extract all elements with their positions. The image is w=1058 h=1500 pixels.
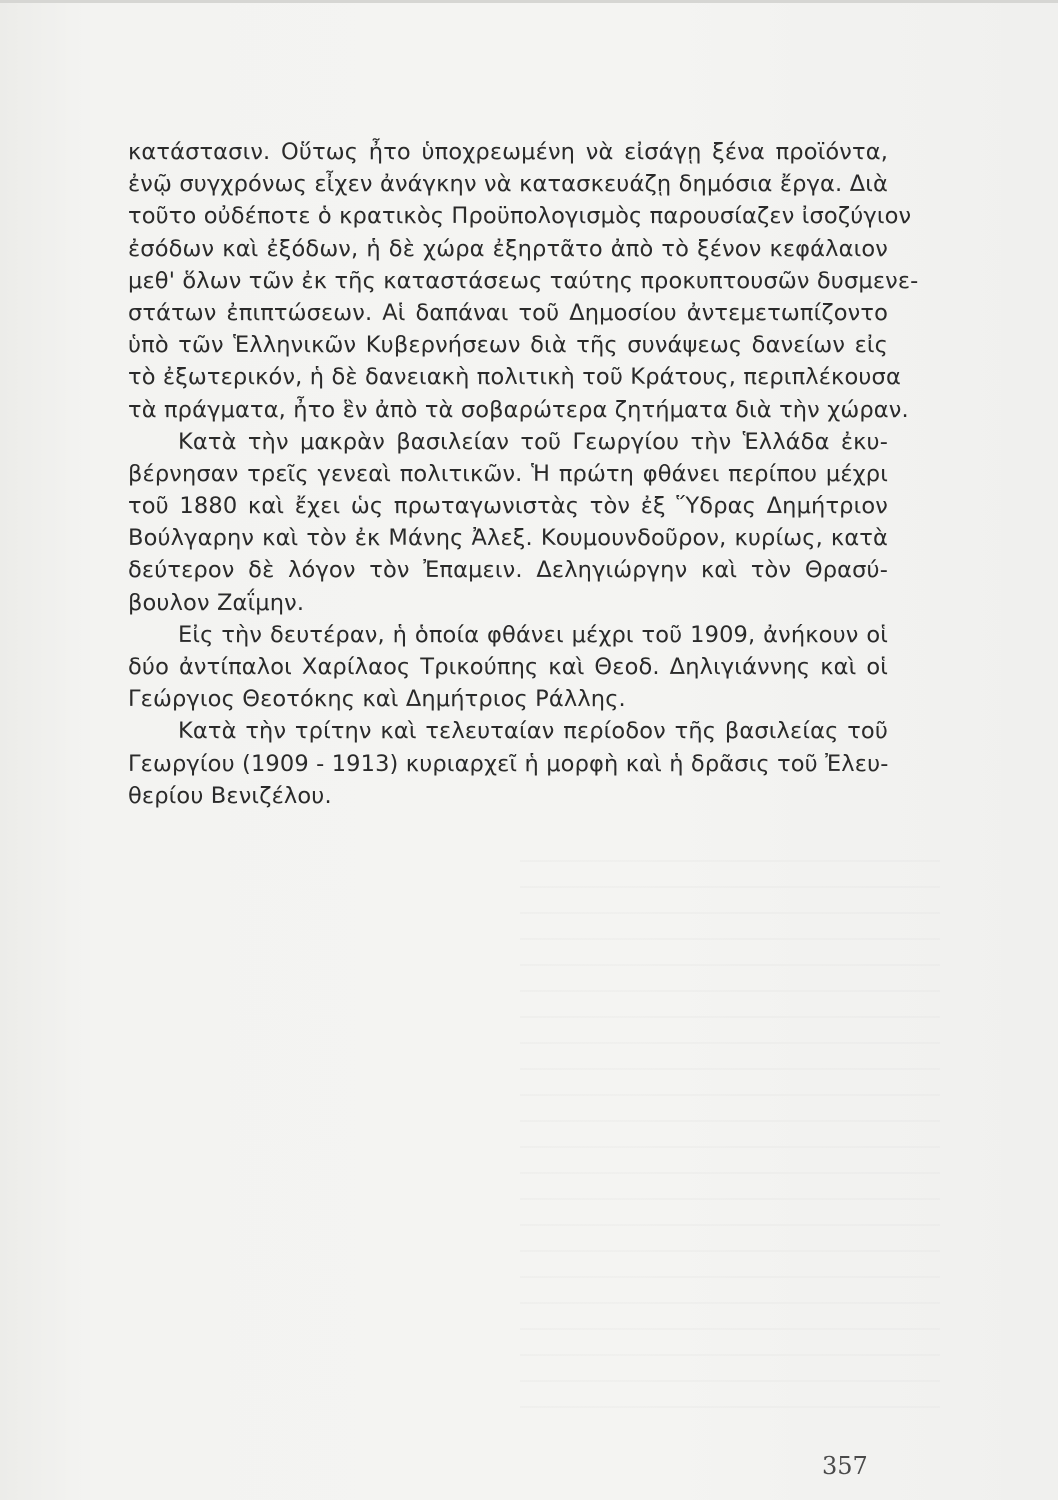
text-line: βέρνησαν τρεῖς γενεαὶ πολιτικῶν. Ἡ πρώτη φθάνει περίπου μέχρι xyxy=(128,460,888,487)
text-line: δεύτερον δὲ λόγον τὸν Ἐπαμειν. Δεληγιώργην καὶ τὸν Θρασύ- xyxy=(128,557,888,584)
page-number: 357 xyxy=(822,1452,868,1480)
text-line: τοῦ 1880 καὶ ἔχει ὡς πρωταγωνιστὰς τὸν ἐξ Ὕδρας Δημήτριον xyxy=(128,493,888,520)
text-line: ἐσόδων καὶ ἐξόδων, ἡ δὲ χώρα ἐξηρτᾶτο ἀπὸ τὸ ξένον κεφάλαιον xyxy=(128,235,888,262)
bleed-through-shadow xyxy=(520,860,940,1420)
top-edge-rule xyxy=(0,0,1058,3)
text-line: τοῦτο οὐδέποτε ὁ κρατικὸς Προϋπολογισμὸς παρουσίαζεν ἰσοζύγιον xyxy=(128,203,912,230)
text-line: μεθ' ὅλων τῶν ἐκ τῆς καταστάσεως ταύτης προκυπτουσῶν δυσμενε- xyxy=(128,267,919,294)
text-line: Κατὰ τὴν μακρὰν βασιλείαν τοῦ Γεωργίου τὴν Ἑλλάδα ἐκυ- xyxy=(178,428,888,455)
text-line: Γεώργιος Θεοτόκης καὶ Δημήτριος Ράλλης. xyxy=(128,686,626,713)
body-text xyxy=(128,136,919,812)
text-line: δύο ἀντίπαλοι Χαρίλαος Τρικούπης καὶ Θεοδ. Δηλιγιάννης καὶ οἱ xyxy=(128,654,888,680)
text-line: κατάστασιν. Οὕτως ἦτο ὑποχρεωμένη νὰ εἰσάγῃ ξένα προϊόντα, xyxy=(128,139,888,165)
text-line: ὑπὸ τῶν Ἑλληνικῶν Κυβερνήσεων διὰ τῆς συνάψεως δανείων εἰς xyxy=(128,332,888,359)
text-line: θερίου Βενιζέλου. xyxy=(128,782,332,809)
text-line: τὰ πράγματα, ἦτο ἓν ἀπὸ τὰ σοβαρώτερα ζητήματα διὰ τὴν χώραν. xyxy=(128,396,909,423)
text-line: τὸ ἐξωτερικόν, ἡ δὲ δανειακὴ πολιτικὴ τοῦ Κράτους, περιπλέκουσα xyxy=(128,364,901,391)
text-line: Βούλγαρην καὶ τὸν ἐκ Μάνης Ἀλεξ. Κουμουνδοῦρον, κυρίως, κατὰ xyxy=(128,525,888,552)
text-line: Γεωργίου (1909 - 1913) κυριαρχεῖ ἡ μορφὴ καὶ ἡ δρᾶσις τοῦ Ἐλευ- xyxy=(128,750,889,777)
text-line: βουλον Ζαΐμην. xyxy=(128,589,305,616)
text-line: ἐνῷ συγχρόνως εἶχεν ἀνάγκην νὰ κατασκευάζῃ δημόσια ἔργα. Διὰ xyxy=(128,171,888,198)
text-line: Εἰς τὴν δευτέραν, ἡ ὁποία φθάνει μέχρι τοῦ 1909, ἀνήκουν οἱ xyxy=(178,621,888,648)
text-line: στάτων ἐπιπτώσεων. Αἱ δαπάναι τοῦ Δημοσίου ἀντεμετωπίζοντο xyxy=(128,299,888,326)
text-line: Κατὰ τὴν τρίτην καὶ τελευταίαν περίοδον τῆς βασιλείας τοῦ xyxy=(178,718,888,745)
